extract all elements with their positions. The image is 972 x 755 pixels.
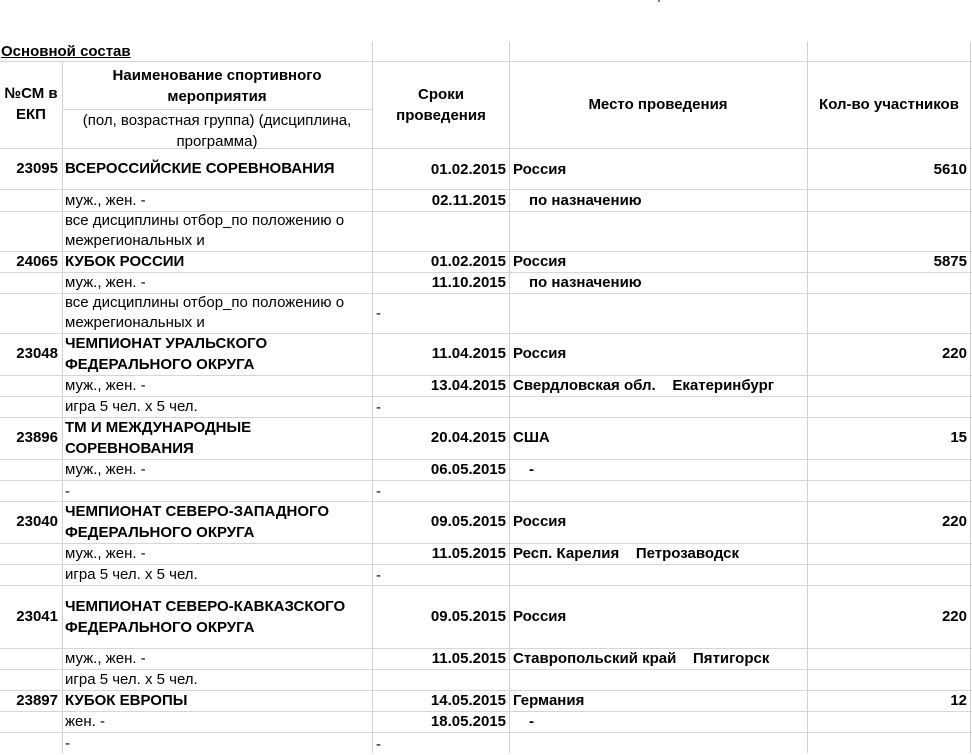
event-discipline: все дисциплины отбор_по положению о межрегиональных и <box>65 212 345 249</box>
header-place: Место проведения <box>588 96 728 113</box>
header-ekp: №СМ в ЕКП <box>4 85 58 123</box>
event-discipline: игра 5 чел. x 5 чел. <box>65 398 198 415</box>
event-place: Россия <box>513 513 567 530</box>
empty-dash: - <box>376 305 381 322</box>
event-gender: муж., жен. - <box>65 545 146 562</box>
event-place: Германия <box>513 692 585 709</box>
event-date: 20.04.2015 <box>430 429 506 446</box>
event-id: 23896 <box>16 429 58 446</box>
sheet-title: Основной состав <box>1 43 131 60</box>
event-city: Респ. Карелия Петрозаводск <box>513 545 740 562</box>
event-name: ЧЕМПИОНАТ СЕВЕРО-КАВКАЗСКОГО ФЕДЕРАЛЬНОГО ОКРУГА <box>65 598 346 636</box>
event-date: 11.04.2015 <box>431 345 506 362</box>
event-date: 14.05.2015 <box>430 692 506 709</box>
event-id: 23040 <box>16 513 58 530</box>
empty-dash: - <box>376 567 381 584</box>
event-id: 23048 <box>16 345 58 362</box>
grid-line <box>0 732 972 733</box>
event-count: 15 <box>950 429 967 446</box>
event-city: Свердловская обл. Екатеринбург <box>513 377 774 394</box>
event-name: ТМ И МЕЖДУНАРОДНЫЕ СОРЕВНОВАНИЯ <box>65 419 252 457</box>
event-id: 24065 <box>16 253 58 270</box>
event-gender: муж., жен. - <box>65 192 146 209</box>
grid-line <box>0 480 972 481</box>
grid-line <box>0 585 972 586</box>
event-name: КУБОК ЕВРОПЫ <box>65 692 188 709</box>
event-city: - <box>529 713 534 730</box>
event-id: 23897 <box>16 692 58 709</box>
event-date: 01.02.2015 <box>430 253 506 270</box>
header-name: Наименование спортивного мероприятия <box>112 67 322 105</box>
event-id: 23041 <box>16 608 58 625</box>
event-count: 220 <box>941 608 967 625</box>
event-place: США <box>513 429 550 446</box>
event-city: по назначению <box>529 192 642 209</box>
event-date: 09.05.2015 <box>430 608 506 625</box>
event-discipline: - <box>65 735 70 752</box>
event-end-date: 18.05.2015 <box>430 713 506 730</box>
event-name: ЧЕМПИОНАТ СЕВЕРО-ЗАПАДНОГО ФЕДЕРАЛЬНОГО ОКРУГА <box>65 503 330 541</box>
grid-line <box>62 62 63 753</box>
header-dates: Сроки проведения <box>396 86 486 124</box>
event-discipline: игра 5 чел. x 5 чел. <box>65 566 198 583</box>
event-name: КУБОК РОССИИ <box>65 253 185 270</box>
event-end-date: 11.05.2015 <box>431 650 506 667</box>
event-count: 12 <box>950 692 967 709</box>
event-gender: муж., жен. - <box>65 461 146 478</box>
grid-line <box>0 61 972 62</box>
event-date: 01.02.2015 <box>430 161 506 178</box>
event-gender: муж., жен. - <box>65 650 146 667</box>
event-end-date: 11.10.2015 <box>431 274 506 291</box>
stray-dot <box>658 0 660 2</box>
event-count: 5610 <box>933 161 967 178</box>
event-place: Россия <box>513 608 567 625</box>
header-count: Кол-во участников <box>819 96 959 113</box>
event-city: - <box>529 461 534 478</box>
event-discipline: игра 5 чел. x 5 чел. <box>65 671 198 688</box>
event-place: Россия <box>513 161 567 178</box>
header-name-sub: (пол, возрастная группа) (дисциплина, программа) <box>82 112 352 150</box>
empty-dash: - <box>376 483 381 500</box>
event-place: Россия <box>513 345 567 362</box>
event-count: 5875 <box>933 253 967 270</box>
empty-dash: - <box>376 399 381 416</box>
event-date: 09.05.2015 <box>430 513 506 530</box>
event-gender: муж., жен. - <box>65 274 146 291</box>
event-name: ЧЕМПИОНАТ УРАЛЬСКОГО ФЕДЕРАЛЬНОГО ОКРУГА <box>65 335 268 373</box>
event-count: 220 <box>941 345 967 362</box>
event-end-date: 02.11.2015 <box>431 192 506 209</box>
empty-dash: - <box>376 736 381 753</box>
event-count: 220 <box>941 513 967 530</box>
event-end-date: 13.04.2015 <box>430 377 506 394</box>
event-id: 23095 <box>16 160 58 177</box>
event-end-date: 11.05.2015 <box>431 545 506 562</box>
event-gender: жен. - <box>65 713 105 730</box>
event-city: Ставропольский край Пятигорск <box>513 650 770 667</box>
event-discipline: все дисциплины отбор_по положению о межрегиональных и <box>65 294 345 331</box>
event-place: Россия <box>513 253 567 270</box>
event-city: по назначению <box>529 274 642 291</box>
event-gender: муж., жен. - <box>65 377 146 394</box>
event-end-date: 06.05.2015 <box>430 461 506 478</box>
event-name: ВСЕРОССИЙСКИЕ СОРЕВНОВАНИЯ <box>65 160 335 177</box>
event-discipline: - <box>65 483 70 500</box>
